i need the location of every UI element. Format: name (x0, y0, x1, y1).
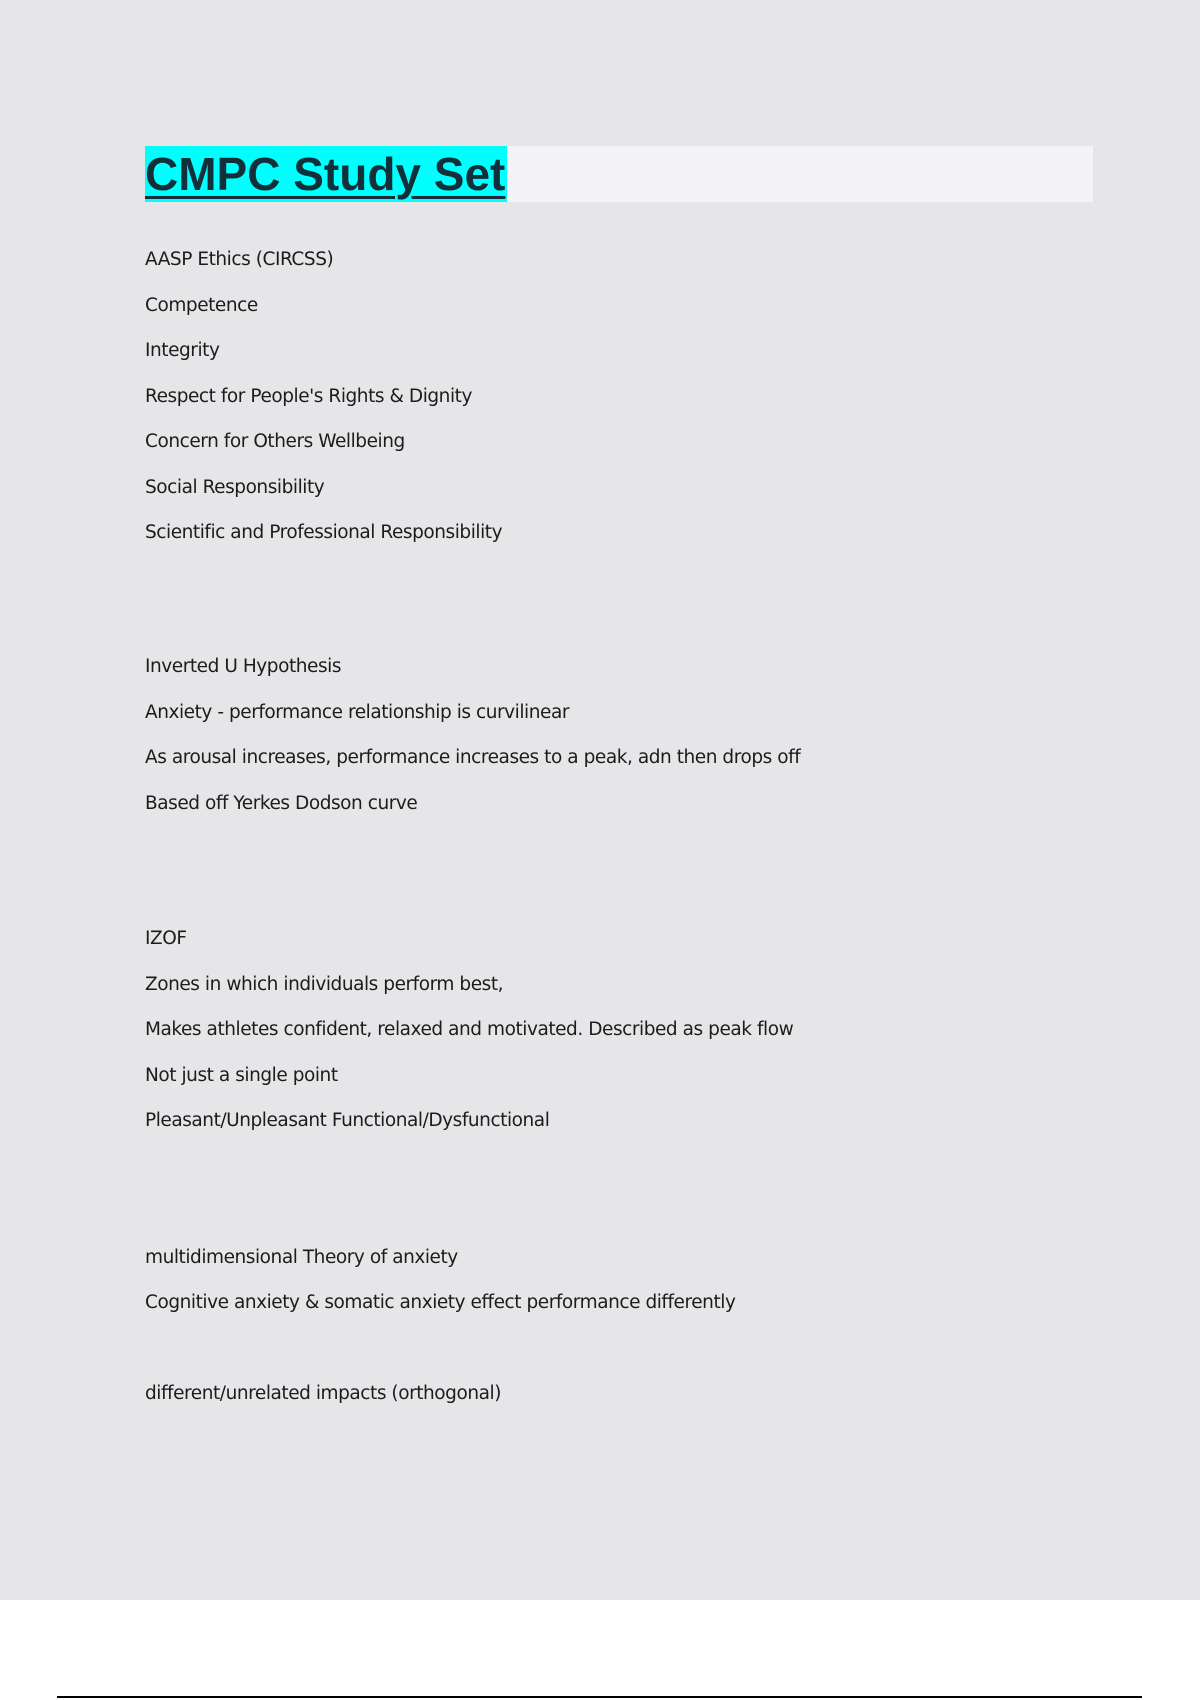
definition-line: Zones in which individuals perform best, (145, 974, 504, 995)
definition-line: Concern for Others Wellbeing (145, 431, 405, 452)
definition-line: Competence (145, 295, 258, 316)
definition-line: Anxiety - performance relationship is curvilinear (145, 702, 570, 723)
definition-line: Cognitive anxiety & somatic anxiety effect performance differently (145, 1292, 736, 1313)
definition-line: different/unrelated impacts (orthogonal) (145, 1383, 501, 1404)
definition-line: Pleasant/Unpleasant Functional/Dysfunctional (145, 1110, 550, 1131)
term-heading: multidimensional Theory of anxiety (145, 1247, 458, 1268)
term-heading: IZOF (145, 928, 187, 949)
definition-line: Respect for People's Rights & Dignity (145, 386, 472, 407)
footer-rule (57, 1696, 1142, 1698)
definition-line: Scientific and Professional Responsibility (145, 522, 503, 543)
definition-line: Makes athletes confident, relaxed and motivated. Described as peak flow (145, 1019, 794, 1040)
definition-line: Integrity (145, 340, 220, 361)
definition-line: Not just a single point (145, 1065, 338, 1086)
definition-line: Social Responsibility (145, 477, 325, 498)
title-bar (145, 146, 1093, 202)
term-heading: Inverted U Hypothesis (145, 656, 342, 677)
definition-line: Based off Yerkes Dodson curve (145, 793, 418, 814)
document-title: CMPC Study Set (145, 148, 506, 200)
definition-line: As arousal increases, performance increases to a peak, adn then drops off (145, 747, 801, 768)
term-heading: AASP Ethics (CIRCSS) (145, 249, 334, 270)
